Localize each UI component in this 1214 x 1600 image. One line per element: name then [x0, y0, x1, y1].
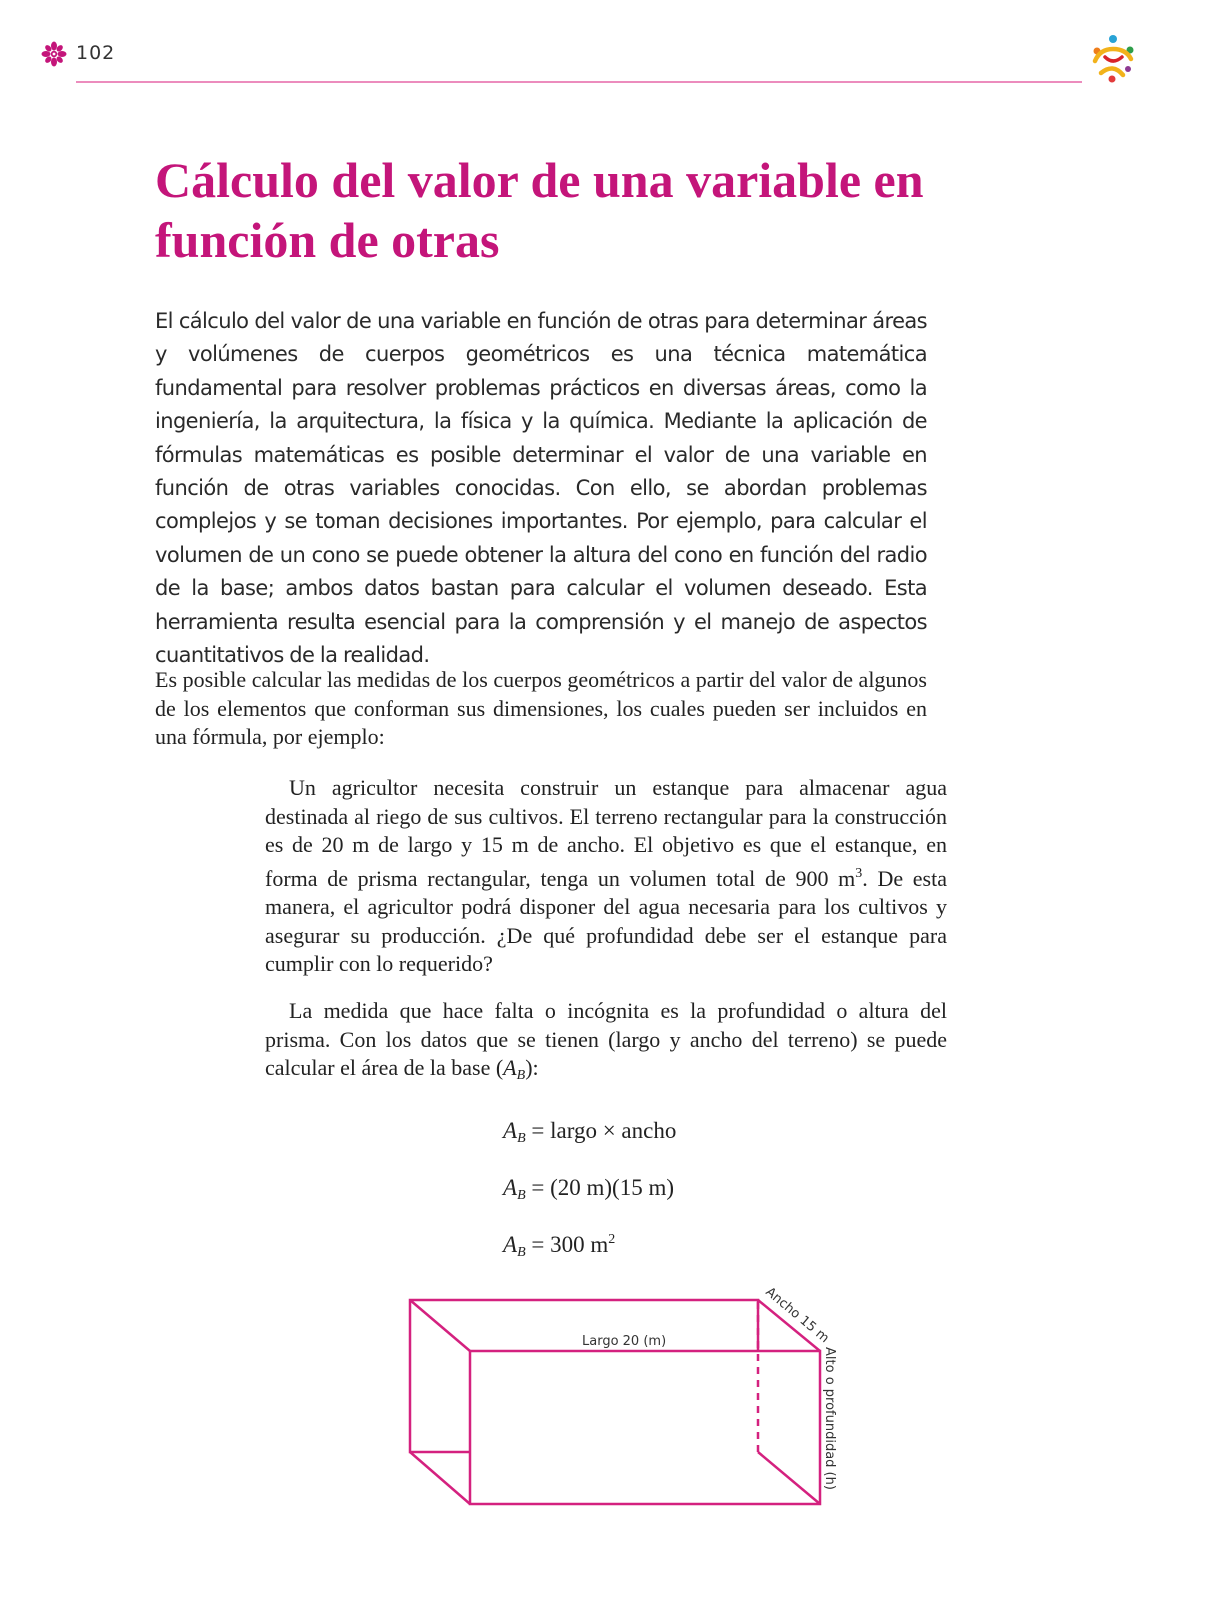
formula-base-area-definition	[503, 1118, 676, 1147]
base-area-variable: A	[503, 1055, 517, 1080]
base-area-subscript: B	[516, 1068, 526, 1083]
explanation-paragraph: Es posible calcular las medidas de los cuerpos geométricos a partir del valor de algunos de los elementos que conforman sus dimensiones, los cuales pueden ser incluidos en una fórmula, por ejemplo:	[155, 667, 927, 749]
formula-variable: A	[503, 1118, 518, 1143]
problem-text-end: . De esta manera, el agricultor podrá disponer del agua necesaria para los cultivos y asegurar su producción. ¿De qué profundidad debe ser el estanque para cumplir con lo requerido?	[265, 865, 947, 976]
solution-paragraph	[265, 997, 947, 1091]
prism-edge-bottom-left	[410, 1452, 470, 1504]
problem-paragraph	[265, 774, 947, 979]
solution-text-end: ):	[525, 1055, 539, 1080]
flower-icon	[41, 41, 67, 67]
page-title: Cálculo del valor de una variable en función de otras	[155, 152, 924, 268]
formula-exponent: 2	[608, 1232, 616, 1247]
problem-text-start: Un agricultor necesita construir un estanque para almacenar agua destinada al riego de sus cultivos. El terreno rectangular para la construcción es de 20 m de largo y 15 m de ancho. El objetivo es que el estanque, en forma de prisma rectangular, tenga un volumen total de 900 m	[265, 775, 947, 891]
page-number: 102	[76, 42, 116, 64]
header-rule	[76, 81, 1082, 83]
prism-edge-top-left	[410, 1300, 470, 1351]
label-alto: Alto o profundidad (h)	[822, 1347, 837, 1490]
solution-text-start: La medida que hace falta o incógnita es la profundidad o altura del prisma. Con los datos que se tienen (largo y ancho del terreno) se puede calcular el área de la base (	[265, 998, 947, 1080]
formula-subscript: B	[517, 1245, 526, 1260]
formula-subscript: B	[517, 1188, 526, 1203]
formula-variable: A	[503, 1232, 518, 1257]
label-largo: Largo 20 (m)	[582, 1334, 667, 1349]
formula-expression: = largo × ancho	[531, 1118, 677, 1143]
formula-expression: = (20 m)(15 m)	[531, 1175, 675, 1200]
volume-exponent: 3	[855, 865, 863, 881]
formula-expression: = 300 m	[531, 1232, 609, 1257]
label-ancho: Ancho 15 m	[762, 1285, 832, 1347]
formula-variable: A	[503, 1175, 518, 1200]
formula-base-area-result	[503, 1232, 615, 1261]
formula-base-area-substitution	[503, 1175, 674, 1204]
intro-paragraph: El cálculo del valor de una variable en función de otras para determinar áreas y volúmenes de cuerpos geométricos es una técnica matemática fundamental para resolver problemas prácticos en diversas áreas, como la ingeniería, la arquitectura, la física y la química. Mediante la aplicación de fórmulas matemáticas es posible determinar el valor de una variable en función de otras variables conocidas. Con ello, se abordan problemas complejos y se toman decisiones importantes. Por ejemplo, para calcular el volumen de un cono se puede obtener la altura del cono en función del radio de la base; ambos datos bastan para calcular el volumen deseado. Esta herramienta resulta esencial para la comprensión y el manejo de aspectos cuantitativos de la realidad.	[155, 309, 927, 668]
corner-logo	[1086, 33, 1140, 87]
prism-front-face	[470, 1351, 820, 1504]
rectangular-prism-diagram	[400, 1285, 870, 1535]
formula-subscript: B	[517, 1131, 526, 1146]
